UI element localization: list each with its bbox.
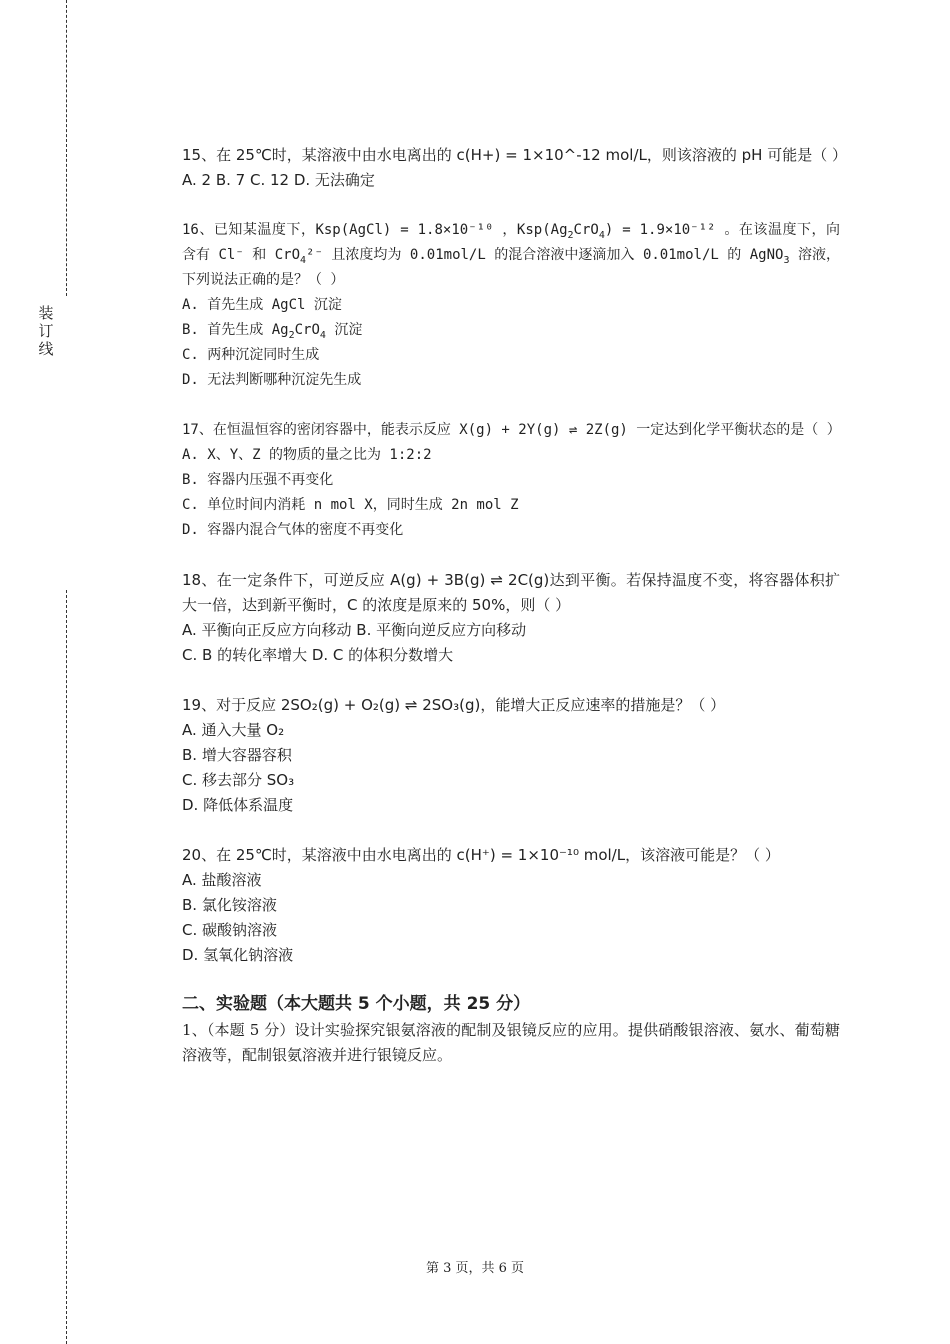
subscript: 2 — [288, 329, 295, 341]
question-15 — [182, 143, 847, 193]
question-19 — [182, 693, 840, 818]
question-text: 17、在恒温恒容的密闭容器中，能表示反应 X(g) + 2Y(g) ⇌ 2Z(g) 一定达到化学平衡状态的是（ ） — [182, 422, 841, 438]
option-c: C. 移去部分 SO₃ — [182, 771, 295, 789]
options-line-1: A. 平衡向正反应方向移动 B. 平衡向逆反应方向移动 — [182, 621, 527, 639]
option-d: D. 降低体系温度 — [182, 796, 294, 814]
text-part: B. 首先生成 Ag — [182, 322, 289, 338]
option-b: B. 增大容器容积 — [182, 746, 292, 764]
exam-content — [182, 143, 847, 1068]
options-line: A. 2 B. 7 C. 12 D. 无法确定 — [182, 171, 375, 189]
question-text: 20、在 25℃时，某溶液中由水电离出的 c(H⁺) = 1×10⁻¹⁰ mol/L，该溶液可能是？（ ） — [182, 846, 780, 864]
subscript: 4 — [319, 329, 326, 341]
option-d: D. 容器内混合气体的密度不再变化 — [182, 522, 404, 538]
text-part: CrO — [573, 222, 599, 238]
text-part: ) = 1.9×10⁻¹² 。在该温度下，向含有 Cl⁻ 和 CrO — [182, 222, 840, 263]
question-text: 18、在一定条件下，可逆反应 A(g) + 3B(g) ⇌ 2C(g)达到平衡。若保持温度不变，将容器体积扩大一倍，达到新平衡时，C 的浓度是原来的 50%，则（ ） — [182, 571, 840, 614]
option-a: A. 首先生成 AgCl 沉淀 — [182, 297, 342, 313]
binding-label — [38, 304, 54, 358]
options-line-2: C. B 的转化率增大 D. C 的体积分数增大 — [182, 646, 454, 664]
option-d: D. 无法判断哪种沉淀先生成 — [182, 372, 362, 388]
question-text: 19、对于反应 2SO₂(g) + O₂(g) ⇌ 2SO₃(g)，能增大正反应速率的措施是？（ ） — [182, 696, 726, 714]
option-c: C. 碳酸钠溶液 — [182, 921, 278, 939]
option-c: C. 两种沉淀同时生成 — [182, 347, 320, 363]
binding-line-bottom — [66, 590, 67, 1344]
page-number: 第 3 页，共 6 页 — [425, 1261, 525, 1276]
question-17 — [182, 418, 840, 543]
option-c: C. 单位时间内消耗 n mol X，同时生成 2n mol Z — [182, 497, 519, 513]
question-text — [182, 218, 840, 293]
option-b — [182, 318, 840, 343]
question-20 — [182, 843, 840, 968]
text-part: 溶液，下列说法正确的是？（ ） — [182, 247, 840, 288]
binding-char-2: 订 — [38, 322, 54, 340]
question-16 — [182, 218, 840, 393]
binding-char-3: 线 — [38, 340, 54, 358]
option-b: B. 氯化铵溶液 — [182, 896, 277, 914]
subscript: 4 — [598, 229, 605, 241]
text-part: ²⁻ 且浓度均为 0.01mol/L 的混合溶液中逐滴加入 0.01mol/L 的 AgNO — [306, 247, 784, 263]
option-a: A. 盐酸溶液 — [182, 871, 262, 889]
subscript: 2 — [567, 229, 574, 241]
text-part: 沉淀 — [325, 322, 363, 338]
subscript: 3 — [783, 254, 790, 266]
option-b: B. 容器内压强不再变化 — [182, 472, 334, 488]
binding-char-1: 装 — [38, 304, 54, 322]
question-18 — [182, 568, 840, 668]
section-heading: 二、实验题（本大题共 5 个小题，共 25 分） — [182, 994, 531, 1014]
option-d: D. 氢氧化钠溶液 — [182, 946, 294, 964]
text-part: CrO — [294, 322, 320, 338]
option-a: A. X、Y、Z 的物质的量之比为 1:2:2 — [182, 447, 432, 463]
subscript: 4 — [300, 254, 307, 266]
question-text: 15、在 25℃时，某溶液中由水电离出的 c(H+) = 1×10^-12 mol/L，则该溶液的 pH 可能是（ ） — [182, 146, 847, 164]
option-a: A. 通入大量 O₂ — [182, 721, 285, 739]
binding-line-top — [66, 0, 67, 296]
experiment-question-1: 1、（本题 5 分）设计实验探究银氨溶液的配制及银镜反应的应用。提供硝酸银溶液、氨水、葡萄糖溶液等，配制银氨溶液并进行银镜反应。 — [182, 1021, 840, 1064]
text-part: 16、已知某温度下，Ksp(AgCl) = 1.8×10⁻¹⁰ ，Ksp(Ag — [182, 222, 568, 238]
